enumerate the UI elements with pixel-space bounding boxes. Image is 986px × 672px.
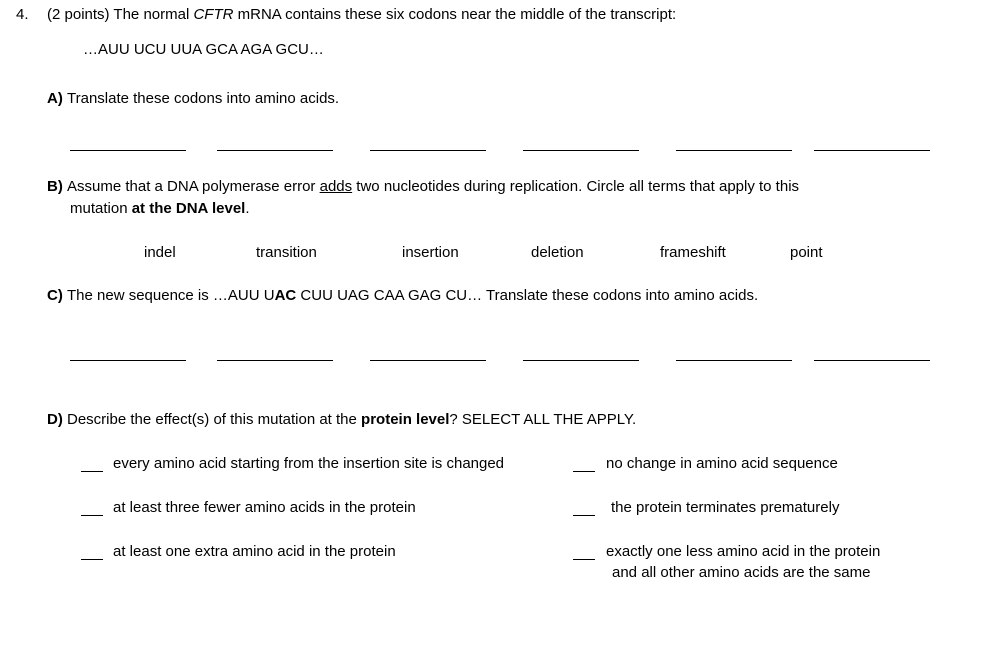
term-deletion[interactable]: deletion xyxy=(531,244,584,261)
option-checkbox-blank[interactable] xyxy=(573,559,595,560)
part-b-underlined: adds xyxy=(319,178,353,195)
term-frameshift[interactable]: frameshift xyxy=(660,244,726,261)
part-c-answer-blank[interactable] xyxy=(70,360,186,361)
term-point[interactable]: point xyxy=(790,244,823,261)
gene-name: CFTR xyxy=(193,6,234,23)
part-b-label: B) xyxy=(47,178,63,195)
part-b-text-4: . xyxy=(245,200,250,217)
question-intro-post: mRNA contains these six codons near the middle of the transcript: xyxy=(233,6,677,23)
part-c-prompt xyxy=(47,287,758,305)
part-a-answer-blank[interactable] xyxy=(370,150,486,151)
part-c-answer-blank[interactable] xyxy=(217,360,333,361)
part-d-text-2: ? SELECT ALL THE APPLY. xyxy=(449,411,637,428)
part-c-answer-blank[interactable] xyxy=(676,360,792,361)
part-d-bold: protein level xyxy=(361,411,450,428)
part-a-answer-blank[interactable] xyxy=(70,150,186,151)
normal-codon-sequence: …AUU UCU UUA GCA AGA GCU… xyxy=(83,41,324,58)
part-c-text-2: CUU UAG CAA GAG CU… Translate these codons into amino acids. xyxy=(296,287,759,304)
part-c-answer-blank[interactable] xyxy=(370,360,486,361)
option-checkbox-blank[interactable] xyxy=(81,471,103,472)
part-c-text-1: The new sequence is …AUU U xyxy=(67,287,275,304)
part-b-text-3: mutation xyxy=(70,200,132,217)
part-a-answer-blank[interactable] xyxy=(217,150,333,151)
part-b-bold: at the DNA level xyxy=(131,200,246,217)
part-c-label: C) xyxy=(47,287,63,304)
question-intro-pre: (2 points) The normal xyxy=(47,6,194,23)
part-b-prompt-line2 xyxy=(70,200,250,218)
part-c-answer-blank[interactable] xyxy=(523,360,639,361)
question-number: 4. xyxy=(16,6,29,23)
part-a-label: A) xyxy=(47,90,63,107)
part-b-text-1: Assume that a DNA polymerase error xyxy=(67,178,320,195)
option-every-amino-acid-changed: every amino acid starting from the insertion site is changed xyxy=(113,455,505,472)
part-a-text: Translate these codons into amino acids. xyxy=(67,90,340,107)
option-checkbox-blank[interactable] xyxy=(81,515,103,516)
option-checkbox-blank[interactable] xyxy=(573,515,595,516)
term-transition[interactable]: transition xyxy=(256,244,317,261)
part-b-prompt-line1 xyxy=(47,178,799,196)
part-a-answer-blank[interactable] xyxy=(523,150,639,151)
part-c-answer-blank[interactable] xyxy=(814,360,930,361)
part-d-text-1: Describe the effect(s) of this mutation at the xyxy=(67,411,362,428)
option-one-extra-amino-acid: at least one extra amino acid in the protein xyxy=(113,543,396,560)
part-a-prompt xyxy=(47,90,339,108)
option-no-change: no change in amino acid sequence xyxy=(606,455,838,472)
question-intro xyxy=(47,6,676,24)
term-indel[interactable]: indel xyxy=(144,244,176,261)
option-three-fewer-amino-acids: at least three fewer amino acids in the protein xyxy=(113,499,416,516)
part-b-text-2: two nucleotides during replication. Circle all terms that apply to this xyxy=(352,178,800,195)
option-one-less-amino-acid-line2: and all other amino acids are the same xyxy=(612,564,871,581)
option-checkbox-blank[interactable] xyxy=(81,559,103,560)
part-c-bold: AC xyxy=(274,287,297,304)
part-d-label: D) xyxy=(47,411,63,428)
option-one-less-amino-acid: exactly one less amino acid in the protein xyxy=(606,543,881,560)
option-terminates-prematurely: the protein terminates prematurely xyxy=(611,499,840,516)
part-a-answer-blank[interactable] xyxy=(676,150,792,151)
part-d-prompt xyxy=(47,411,636,429)
option-checkbox-blank[interactable] xyxy=(573,471,595,472)
term-insertion[interactable]: insertion xyxy=(402,244,459,261)
part-a-answer-blank[interactable] xyxy=(814,150,930,151)
